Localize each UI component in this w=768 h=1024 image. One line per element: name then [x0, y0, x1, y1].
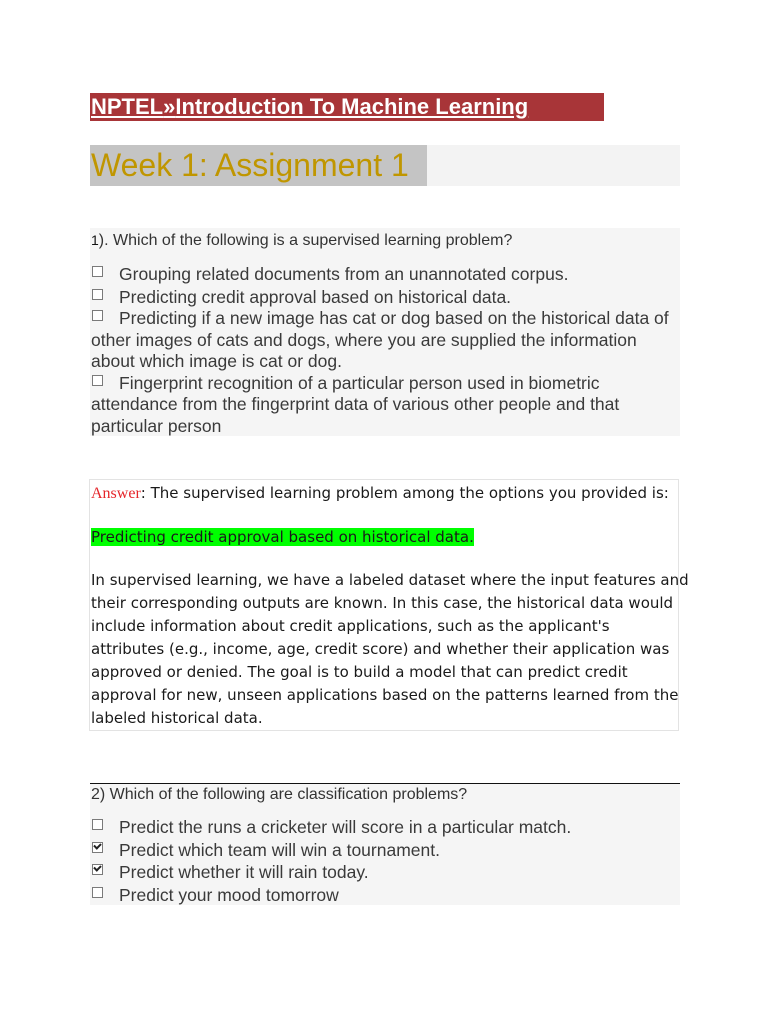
explanation-line: their corresponding outputs are known. In this case, the historical data would: [91, 594, 674, 612]
nptel-breadcrumb-link[interactable]: NPTEL: [91, 94, 164, 119]
q2-option-4-checkbox[interactable]: [92, 887, 103, 898]
question-2-options: [91, 816, 679, 906]
highlighted-answer: Predicting credit approval based on historical data.: [91, 528, 474, 546]
q2-option-1-label: Predict the runs a cricketer will score in a particular match.: [119, 817, 572, 837]
q2-option-2-label: Predict which team will win a tournament.: [119, 839, 440, 860]
explanation-line: include information about credit applications, such as the applicant's: [91, 617, 610, 635]
q1-option-3-checkbox[interactable]: [92, 310, 103, 321]
q1-option-4-line-3: particular person: [91, 415, 222, 436]
answer-intro-text: : The supervised learning problem among the options you provided is:: [140, 484, 669, 502]
q2-option-3[interactable]: [91, 861, 679, 884]
q1-option-4-checkbox[interactable]: [92, 375, 103, 386]
explanation-line: In supervised learning, we have a labeled dataset where the input features and: [91, 571, 689, 589]
q2-option-3-label: Predict whether it will rain today.: [119, 862, 369, 882]
answer-highlight: [91, 526, 474, 549]
q1-option-2[interactable]: [91, 287, 679, 309]
question-1-options: [91, 264, 679, 437]
question-1-prompt: ). Which of the following is a supervised learning problem?: [98, 232, 513, 249]
q1-option-4[interactable]: [91, 373, 679, 438]
explanation-line: labeled historical data.: [91, 709, 263, 727]
explanation-line: attributes (e.g., income, age, credit score) and whether their application was: [91, 640, 670, 658]
course-title-link[interactable]: Introduction To Machine Learning: [175, 94, 529, 119]
q2-option-1-checkbox[interactable]: [92, 819, 103, 830]
explanation-line: approved or denied. The goal is to build a model that can predict credit: [91, 663, 628, 681]
q1-option-3-line-3: about which image is cat or dog.: [91, 351, 342, 371]
q2-option-1[interactable]: [91, 816, 679, 839]
answer-intro: [91, 482, 669, 505]
q2-option-2-checkbox[interactable]: [92, 842, 103, 853]
answer-explanation: [91, 569, 689, 730]
q1-option-4-line-2: attendance from the fingerprint data of various other people and that: [91, 394, 620, 414]
answer-label: Answer: [91, 485, 141, 502]
q1-option-1-checkbox[interactable]: [92, 266, 103, 277]
page-title: Week 1: Assignment 1: [90, 145, 427, 186]
q2-option-3-checkbox[interactable]: [92, 864, 103, 875]
q1-option-3-line-1: Predicting if a new image has cat or dog based on the historical data of: [119, 308, 669, 328]
course-header-banner: [90, 93, 604, 121]
q1-option-3[interactable]: [91, 308, 679, 373]
q1-option-4-line-1: Fingerprint recognition of a particular person used in biometric: [119, 372, 600, 393]
question-2-text: 2) Which of the following are classification problems?: [91, 786, 468, 803]
explanation-line: approval for new, unseen applications based on the patterns learned from the: [91, 686, 679, 704]
q2-option-4[interactable]: [91, 884, 679, 907]
q1-option-3-line-2: other images of cats and dogs, where you are supplied the information: [91, 329, 637, 350]
q1-option-1[interactable]: [91, 264, 679, 286]
q2-option-2[interactable]: [91, 839, 679, 862]
question-1-number: 1: [91, 232, 99, 248]
question-1-text: [91, 229, 512, 252]
q1-option-2-label: Predicting credit approval based on historical data.: [119, 286, 512, 307]
breadcrumb-separator: »: [163, 94, 176, 119]
q2-option-4-label: Predict your mood tomorrow: [119, 884, 339, 905]
q1-option-2-checkbox[interactable]: [92, 289, 103, 300]
q1-option-1-label: Grouping related documents from an unannotated corpus.: [119, 264, 569, 284]
